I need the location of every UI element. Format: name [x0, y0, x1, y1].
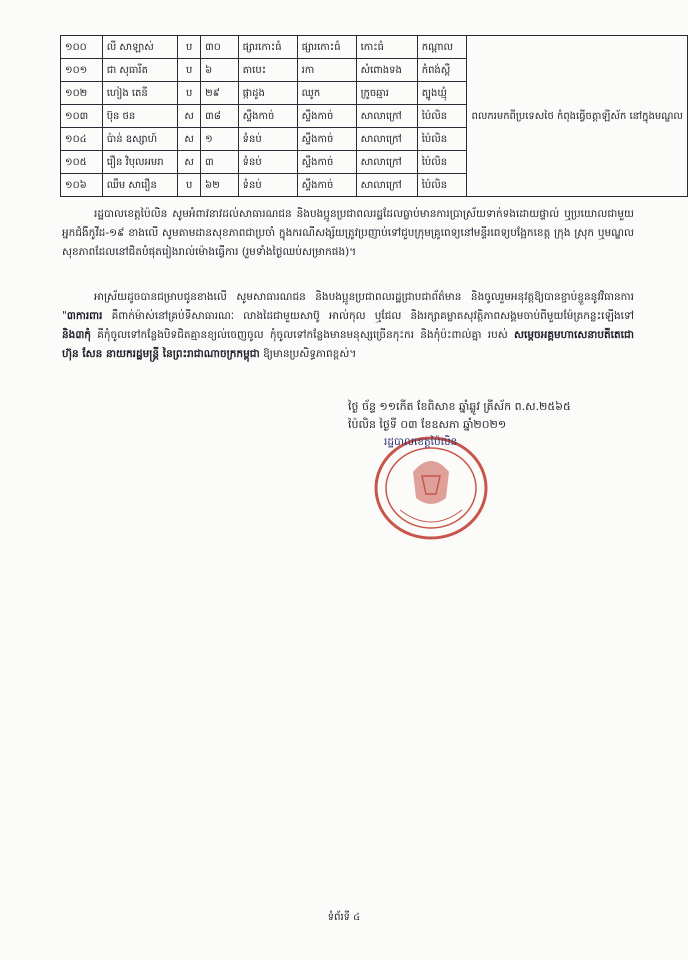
- lunar-date: ថ្ងៃ ច័ន្ទ ១១កើត ខែពិសាខ ឆ្នាំឆ្លូវ ត្រីស័ក ព.ស.២៥៦៥: [348, 400, 571, 413]
- case-name: ឈឹម សារឿន: [102, 174, 178, 197]
- case-name: រឿន វិបុលអមរា: [102, 151, 178, 174]
- case-district: សាលាក្រៅ: [356, 174, 417, 197]
- paragraph-appeal-text: រដ្ឋបាលខេត្តប៉ៃលិន សូមអំពាវនាវដល់សាធារណជន និងបងប្អូនប្រជាពលរដ្ឋដែលធ្លាប់មានការប្រាស្រ័យទាក់ទងដោយផ្ទាល់ ឬប្រយោលជាមួយអ្នកជំងឺកូវីដ-១៩ ខាងលើ សូមតាមដានសុខភាពជាប្រចាំ ក្នុងករណីសង្ស័យត្រូវប្រញាប់ទៅជួបក្រុមគ្រូពេទ្យនៅមន្ទីរពេទ្យបង្អែកខេត្ត ក្រុង ស្រុក ឬមណ្ឌលសុខភាពដែលនៅជិតបំផុតរៀងរាល់ម៉ោងធ្វើការ (រួមទាំងថ្ងៃឈប់សម្រាកផង)។: [62, 208, 634, 258]
- case-village: ទំនប់: [238, 151, 297, 174]
- case-number: ១០៥: [61, 151, 103, 174]
- case-sex: ប: [178, 82, 201, 105]
- measures-donts-text: គឺកុំចូលទៅកន្លែងបិទជិតគ្មានខ្យល់ចេញចូល កុំចូលទៅកន្លែងមានមនុស្សច្រើនកុះករ និងកុំប៉ះពាល់គ្នា របស់: [97, 329, 508, 341]
- case-village: តាបេះ: [238, 59, 297, 82]
- case-village: ស្ទឹងកាច់: [238, 105, 297, 128]
- case-number: ១០៣: [61, 105, 103, 128]
- case-district: សំពោងទង: [356, 59, 417, 82]
- case-sex: ប: [178, 36, 201, 59]
- solar-date: ប៉ៃលិន ថ្ងៃទី ០៣ ខែឧសភា ឆ្នាំ២០២១: [348, 418, 507, 431]
- measures-protections-text: គឺពាក់ម៉ាស់នៅគ្រប់ទីសាធារណៈ លាងដៃជាមួយសាប៊ូ អាល់កុល ឬជែល និងរក្សាគម្លាតសុវត្ថិភាពសង្គមចាប់ពីមួយម៉ែត្រកន្លះឡើងទៅ: [111, 310, 634, 322]
- case-province: ប៉ៃលិន: [417, 151, 467, 174]
- case-sex: ស: [178, 151, 201, 174]
- signature-title: រដ្ឋបាលខេត្តប៉ៃលិន: [384, 436, 458, 448]
- case-age: ៣: [201, 151, 239, 174]
- paragraph-appeal: [62, 205, 634, 262]
- case-number: ១០២: [61, 82, 103, 105]
- case-age: ១: [201, 128, 239, 151]
- measures-intro: អាស្រ័យដូចបានជម្រាបជូនខាងលើ សូមសាធារណជន និងបងប្អូនប្រជាពលរដ្ឋជ្រាបជាព័ត៌មាន និងចូលរួមអនុវត្តឱ្យបានខ្ជាប់ខ្ជួននូវវិធានការ: [94, 291, 634, 303]
- case-province: ប៉ៃលិន: [417, 105, 467, 128]
- case-sex: ស: [178, 105, 201, 128]
- case-district: ក្រូចឆ្មារ: [356, 82, 417, 105]
- case-province: កណ្ដាល: [417, 36, 467, 59]
- case-number: ១០៦: [61, 174, 103, 197]
- case-commune: រកា: [297, 59, 356, 82]
- case-age: ៦២: [201, 174, 239, 197]
- case-district: សាលាក្រៅ: [356, 151, 417, 174]
- case-name: ប៊ុន ថន: [102, 105, 178, 128]
- measures-closing: ឱ្យមានប្រសិទ្ធភាពខ្ពស់។: [263, 348, 357, 360]
- case-commune: ឈូក: [297, 82, 356, 105]
- prime-minister-name: សម្ដេចអគ្គមហាសេនាបតីតេជោ ហ៊ុន សែន នាយករដ្ឋមន្ត្រី នៃព្រះរាជាណាចក្រកម្ពុជា: [62, 329, 635, 360]
- case-name: ជា សុធារីត: [102, 59, 178, 82]
- case-province: ប៉ៃលិន: [417, 174, 467, 197]
- case-commune: ស្ទឹងកាច់: [297, 105, 356, 128]
- case-commune: ស្ទឹងកាច់: [297, 151, 356, 174]
- three-protections: ៣ការពារ: [66, 310, 103, 322]
- case-number: ១០០: [61, 36, 103, 59]
- paragraph-measures: អាស្រ័យដូចបានជម្រាបជូនខាងលើ សូមសាធារណជន និងបងប្អូនប្រជាពលរដ្ឋជ្រាបជាព័ត៌មាន និងចូលរួមអនុវត្តឱ្យបានខ្ជាប់ខ្ជួននូវវិធានការ "៣ការពារ គឺពាក់ម៉ាស់នៅគ្រប់ទីសាធារណៈ លាងដៃជាមួយសាប៊ូ អាល់កុល ឬជែល និងរក្សាគម្លាតសុវត្ថិភាពសង្គមចាប់ពីមួយម៉ែត្រកន្លះឡើងទៅ និង៣កុំ គឺកុំចូលទៅកន្លែងបិទជិតគ្មានខ្យល់ចេញចូល កុំចូលទៅកន្លែងមានមនុស្សច្រើនកុះករ និងកុំប៉ះពាល់គ្នា របស់ សម្ដេចអគ្គមហាសេនាបតីតេជោ ហ៊ុន សែន នាយករដ្ឋមន្ត្រី នៃព្រះរាជាណាចក្រកម្ពុជា ឱ្យមានប្រសិទ្ធភាពខ្ពស់។: [62, 291, 635, 360]
- case-commune: ស្ទឹងកាច់: [297, 174, 356, 197]
- case-sex: ប: [178, 59, 201, 82]
- case-village: ទំនប់: [238, 174, 297, 197]
- case-district: សាលាក្រៅ: [356, 128, 417, 151]
- case-sex: ប: [178, 174, 201, 197]
- case-village: ផ្កាដូង: [238, 82, 297, 105]
- case-age: ២៩: [201, 82, 239, 105]
- case-province: កំពង់ស្ពឺ: [417, 59, 467, 82]
- case-district: សាលាក្រៅ: [356, 105, 417, 128]
- case-number: ១០១: [61, 59, 103, 82]
- case-name: ប៉ាន់ ឧស្សាហ៍: [102, 128, 178, 151]
- case-note: ពលករមកពីប្រទេសថៃ កំពុងធ្វើចត្តាឡីស័ក នៅក្នុងមណ្ឌល: [467, 36, 688, 197]
- case-province: ត្បូងឃ្មុំ: [417, 82, 467, 105]
- case-age: ៣០: [201, 36, 239, 59]
- three-donts: និង៣កុំ: [62, 329, 91, 341]
- case-number: ១០៤: [61, 128, 103, 151]
- case-age: ៦: [201, 59, 239, 82]
- case-name: លី សាឡាស់: [102, 36, 178, 59]
- case-province: ប៉ៃលិន: [417, 128, 467, 151]
- case-age: ៣៨: [201, 105, 239, 128]
- case-commune: ផ្សារកោះធំ: [297, 36, 356, 59]
- case-sex: ស: [178, 128, 201, 151]
- page-number: ទំព័រទី ៤: [327, 912, 361, 923]
- case-commune: ស្ទឹងកាច់: [297, 128, 356, 151]
- case-village: ទំនប់: [238, 128, 297, 151]
- table-row: [61, 36, 688, 59]
- case-village: ផ្សារកោះធំ: [238, 36, 297, 59]
- cases-table: [60, 35, 688, 197]
- case-name: ហៀង តេនី: [102, 82, 178, 105]
- case-district: កោះធំ: [356, 36, 417, 59]
